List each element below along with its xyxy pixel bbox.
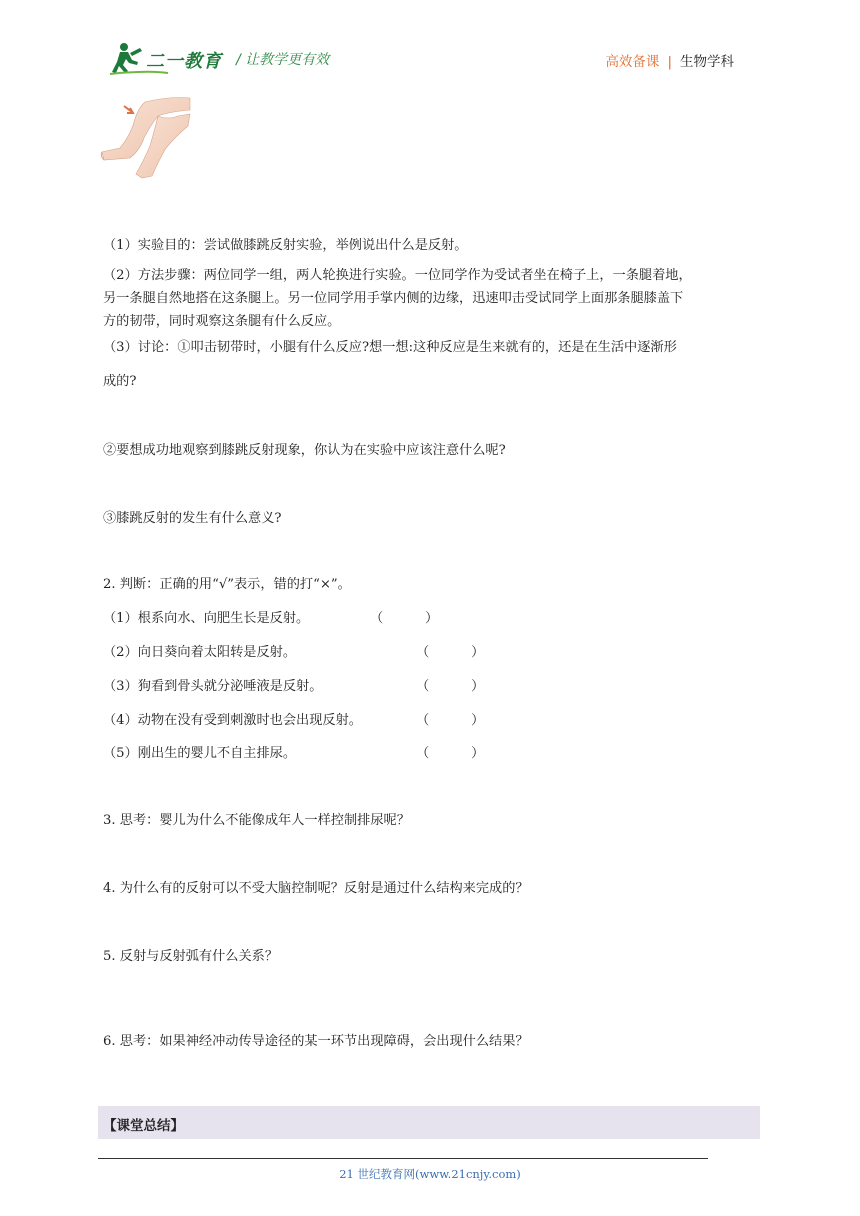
judge-title: 2. 判断：正确的用“√”表示，错的打“×”。 xyxy=(103,577,351,592)
discussion-question-3: ③膝跳反射的发生有什么意义? xyxy=(103,511,282,526)
discussion-line1: （3）讨论：①叩击韧带时，小腿有什么反应?想一想:这种反应是生来就有的，还是在生活中逐渐形 xyxy=(103,340,677,355)
header-subject: 生物学科 xyxy=(680,54,734,70)
footer-divider xyxy=(98,1158,708,1159)
header-right xyxy=(605,50,734,70)
judge-answer-blank[interactable]: （ ） xyxy=(416,645,485,660)
judge-item-text: （3）狗看到骨头就分泌唾液是反射。 xyxy=(103,679,323,694)
question-3: 3. 思考：婴儿为什么不能像成年人一样控制排尿呢？ xyxy=(103,813,410,828)
discussion-question-2: ②要想成功地观察到膝跳反射现象，你认为在实验中应该注意什么呢? xyxy=(103,443,506,458)
judge-item xyxy=(103,607,309,626)
judge-item xyxy=(103,742,296,761)
judge-item-text: （5）刚出生的婴儿不自主排尿。 xyxy=(103,746,297,761)
header-highlight: 高效备课 xyxy=(605,54,660,70)
logo-text: 二一教育 xyxy=(146,51,222,72)
footer-text[interactable]: 21 世纪教育网(www.21cnjy.com) xyxy=(339,1167,521,1181)
judge-answer-blank[interactable]: （ ） xyxy=(416,679,485,694)
judge-item-text: （1）根系向水、向肥生长是反射。 xyxy=(103,611,310,626)
question-6: 6. 思考：如果神经冲动传导途径的某一环节出现障碍，会出现什么结果？ xyxy=(103,1034,529,1049)
experiment-purpose: （1）实验目的：尝试做膝跳反射实验，举例说出什么是反射。 xyxy=(103,238,468,253)
judge-item-text: （4）动物在没有受到刺激时也会出现反射。 xyxy=(103,713,362,728)
header-separator: | xyxy=(667,54,672,70)
judge-item xyxy=(103,709,362,728)
judge-answer-blank[interactable]: （ ） xyxy=(416,713,485,728)
question-5: 5. 反射与反射弧有什么关系？ xyxy=(103,949,279,964)
summary-bar xyxy=(98,1106,760,1139)
experiment-steps-line3: 方的韧带，同时观察这条腿有什么反应。 xyxy=(103,314,341,329)
slogan: / 让教学更有效 xyxy=(236,52,330,68)
experiment-steps-line1: （2）方法步骤：两位同学一组，两人轮换进行实验。一位同学作为受试者坐在椅子上，一条腿着地， xyxy=(103,268,692,283)
judge-item xyxy=(103,641,296,660)
judge-answer-blank[interactable]: （ ） xyxy=(370,611,439,626)
experiment-steps-line2: 另一条腿自然地搭在这条腿上。另一位同学用手掌内侧的边缘，迅速叩击受试同学上面那条腿膝盖下 xyxy=(103,291,684,306)
judge-item xyxy=(103,675,322,694)
judge-item-text: （2）向日葵向着太阳转是反射。 xyxy=(103,645,297,660)
discussion-line2: 成的? xyxy=(103,374,137,389)
knee-jerk-illustration xyxy=(100,96,196,180)
judge-answer-blank[interactable]: （ ） xyxy=(416,746,485,761)
summary-title: 【课堂总结】 xyxy=(103,1118,184,1134)
question-4: 4. 为什么有的反射可以不受大脑控制呢？反射是通过什么结构来完成的？ xyxy=(103,881,529,896)
